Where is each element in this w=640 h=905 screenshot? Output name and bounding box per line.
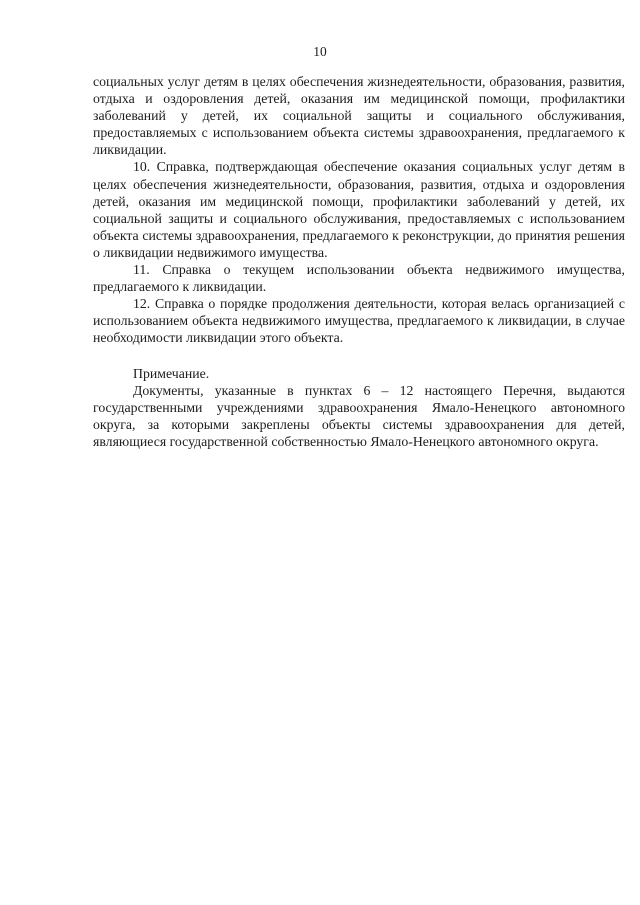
paragraph-item-10: 10. Справка, подтверждающая обеспечение оказания социальных услуг детям в целях обеспечения жизнедеятельности, образования, развития, отдыха и оздоровления детей, оказания им медицинской помощи, профилактики заболеваний у детей, их социальной защиты и социального обслуживания, предоставляемых с использованием объекта системы здравоохранения, предлагаемого к реконструкции, до принятия решения о ликвидации недвижимого имущества. [93, 159, 625, 260]
document-body [93, 73, 625, 450]
note-text: Документы, указанные в пунктах 6 – 12 настоящего Перечня, выдаются государственными учреждениями здравоохранения Ямало-Ненецкого автономного округа, за которыми закреплены объекты системы здравоохранения для детей, являющиеся государственной собственностью Ямало-Ненецкого автономного округа. [93, 382, 625, 449]
paragraph-continuation: социальных услуг детям в целях обеспечения жизнедеятельности, образования, развития, отдыха и оздоровления детей, оказания им медицинской помощи, профилактики заболеваний у детей, их социальной защиты и социального обслуживания, предоставляемых с использованием объекта системы здравоохранения, предлагаемого к ликвидации. [93, 74, 625, 158]
paragraph-item-11: 11. Справка о текущем использовании объекта недвижимого имущества, предлагаемого к ликвидации. [93, 262, 625, 295]
section-spacer [93, 347, 625, 365]
page-number: 10 [313, 44, 327, 59]
note-heading: Примечание. [133, 365, 210, 381]
paragraph-item-12: 12. Справка о порядке продолжения деятельности, которая велась организацией с использованием объекта недвижимого имущества, предлагаемого к ликвидации, в случае необходимости ликвидации этого объекта. [93, 296, 625, 346]
